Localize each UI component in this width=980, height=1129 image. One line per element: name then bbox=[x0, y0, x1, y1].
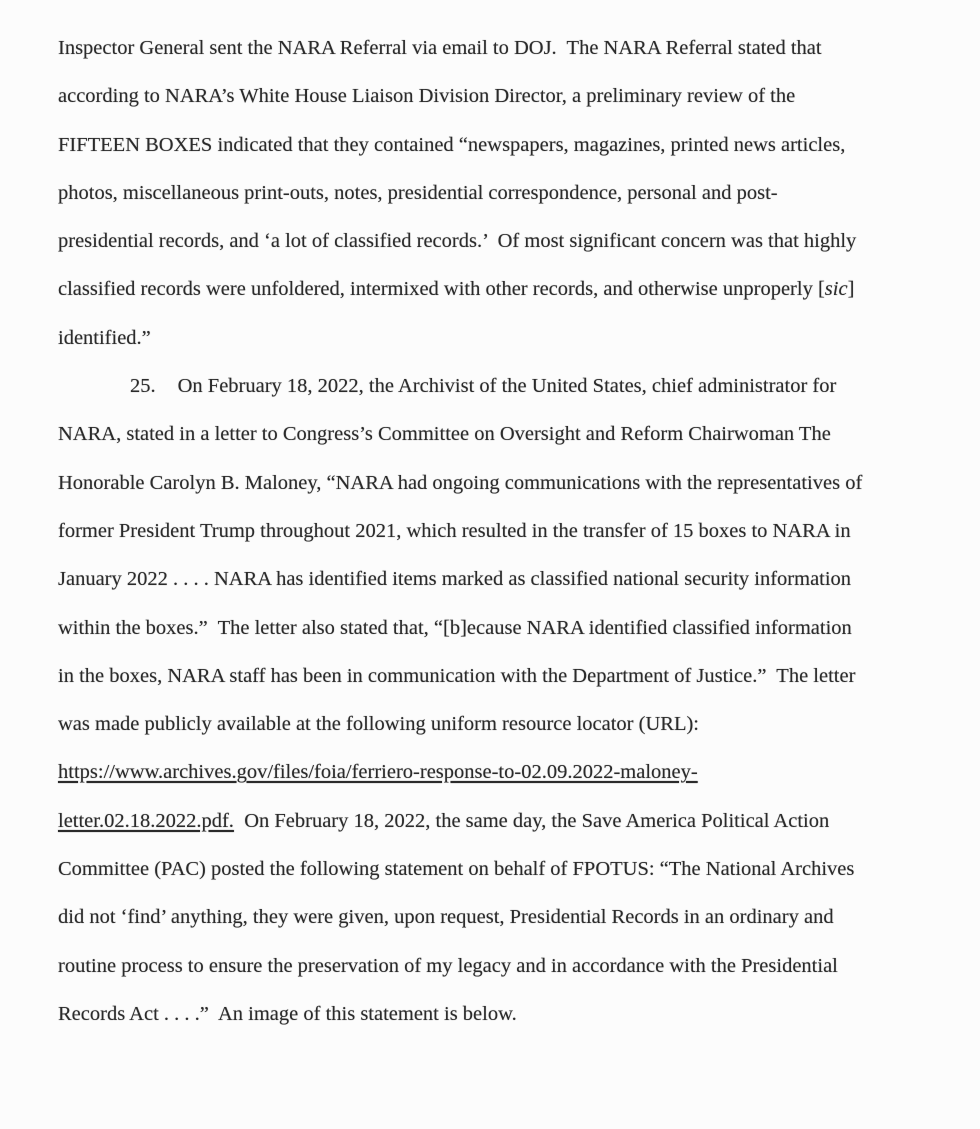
text-line-content: classified records were unfoldered, intermixed with other records, and otherwise unproperly [ bbox=[58, 278, 825, 301]
text-line bbox=[58, 555, 930, 603]
text-line-content: according to NARA’s White House Liaison Division Director, a preliminary review of the bbox=[58, 85, 796, 108]
url-text: https://www.archives.gov/files/foia/ferriero-response-to-02.09.2022-maloney- bbox=[58, 761, 698, 784]
text-line bbox=[58, 652, 930, 700]
text-line-content: NARA, stated in a letter to Congress’s Committee on Oversight and Reform Chairwoman The bbox=[58, 423, 831, 446]
text-line bbox=[58, 121, 930, 169]
text-line-content: identified.” bbox=[58, 326, 151, 349]
text-line bbox=[58, 990, 930, 1038]
text-line bbox=[58, 217, 930, 265]
text-line bbox=[58, 700, 930, 748]
text-line bbox=[58, 72, 930, 120]
text-line-content: Committee (PAC) posted the following statement on behalf of FPOTUS: “The National Archives bbox=[58, 858, 855, 881]
text-line-content: Honorable Carolyn B. Maloney, “NARA had ongoing communications with the representatives of bbox=[58, 471, 863, 494]
text-line bbox=[58, 845, 930, 893]
text-line bbox=[58, 24, 930, 72]
sic-notation: sic bbox=[824, 278, 848, 301]
text-line bbox=[58, 169, 930, 217]
text-line bbox=[58, 410, 930, 458]
text-line bbox=[58, 265, 930, 313]
text-line-content: On February 18, 2022, the Archivist of the United States, chief administrator for bbox=[177, 375, 837, 398]
text-line bbox=[58, 507, 930, 555]
text-line-content: presidential records, and ‘a lot of classified records.’ Of most significant concern was that highly bbox=[58, 230, 857, 253]
text-line-content: Inspector General sent the NARA Referral via email to DOJ. The NARA Referral stated that bbox=[58, 37, 822, 59]
text-line bbox=[58, 942, 930, 990]
text-line-content: was made publicly available at the following uniform resource locator (URL): bbox=[58, 713, 699, 736]
text-line-content: in the boxes, NARA staff has been in communication with the Department of Justice.” The letter bbox=[58, 664, 856, 687]
text-line-content: routine process to ensure the preservation of my legacy and in accordance with the Presidential bbox=[58, 954, 838, 977]
text-line-content: On February 18, 2022, the same day, the Save America Political Action bbox=[233, 809, 830, 832]
text-line bbox=[58, 459, 930, 507]
text-line bbox=[58, 893, 930, 941]
text-line bbox=[58, 314, 930, 362]
paragraph-25-start bbox=[58, 362, 930, 410]
text-line-content: FIFTEEN BOXES indicated that they contained “newspapers, magazines, printed news articles, bbox=[58, 133, 846, 156]
text-line-content: photos, miscellaneous print-outs, notes, presidential correspondence, personal and post- bbox=[58, 181, 778, 204]
text-line bbox=[58, 604, 930, 652]
text-line-content: Records Act . . . .” An image of this statement is below. bbox=[58, 1002, 517, 1025]
url-text: letter.02.18.2022.pdf. bbox=[58, 809, 234, 832]
text-line-content: former President Trump throughout 2021, which resulted in the transfer of 15 boxes to NARA in bbox=[58, 519, 851, 542]
text-line bbox=[58, 748, 930, 796]
text-line-content: within the boxes.” The letter also stated that, “[b]ecause NARA identified classified information bbox=[58, 616, 852, 639]
paragraph-number: 25. bbox=[130, 375, 156, 398]
text-line bbox=[58, 797, 930, 845]
text-line-content: January 2022 . . . . NARA has identified items marked as classified national security information bbox=[58, 568, 852, 591]
text-line-content: did not ‘find’ anything, they were given, upon request, Presidential Records in an ordinary and bbox=[58, 906, 834, 929]
text-line-content: ] bbox=[847, 278, 855, 301]
